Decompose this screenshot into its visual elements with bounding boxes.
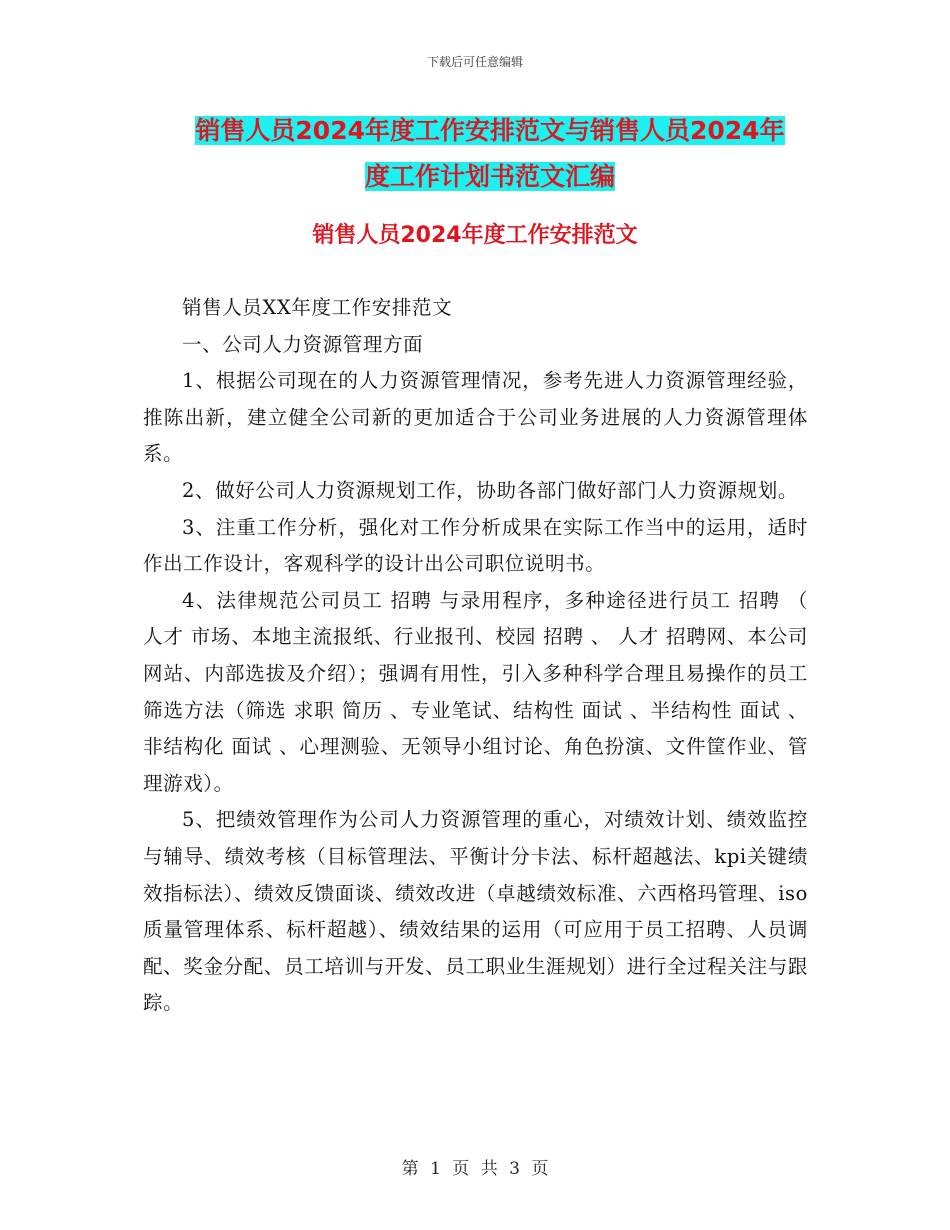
document-title-line-2: 度工作计划书范文汇编 — [364, 162, 615, 191]
paragraph-item-4: 4、法律规范公司员工 招聘 与录用程序，多种途径进行员工 招聘 （ 人才 市场、本地主流报纸、行业报刊、校园 招聘 、 人才 招聘网、本公司网站、内部选拔及介绍）；强调有用性，引入多种科学合理且易操作的员工筛选方法（筛选 求职 简历 、专业笔试、结构性 面试 、半结构性 面试 、非结构化 面试 、心理测验、无领导小组讨论、角色扮演、文件筐作业、管理游戏）。 — [143, 588, 808, 795]
document-body — [143, 290, 808, 1022]
paragraph-item-3: 3、注重工作分析，强化对工作分析成果在实际工作当中的运用，适时作出工作设计，客观科学的设计出公司职位说明书。 — [143, 515, 808, 576]
header-note: 下载后可任意编辑 — [426, 55, 523, 69]
page-footer: 第 1 页 共 3 页 — [401, 1159, 549, 1179]
paragraph-heading: 一、公司人力资源管理方面 — [182, 332, 424, 356]
paragraph-item-5: 5、把绩效管理作为公司人力资源管理的重心，对绩效计划、绩效监控与辅导、绩效考核（目标管理法、平衡计分卡法、标杆超越法、kpi关键绩效指标法）、绩效反馈面谈、绩效改进（卓越绩效标准、六西格玛管理、iso质量管理体系、标杆超越）、绩效结果的运用（可应用于员工招聘、人员调配、奖金分配、员工培训与开发、员工职业生涯规划）进行全过程关注与跟踪。 — [143, 808, 808, 1015]
paragraph-subtitle: 销售人员XX年度工作安排范文 — [182, 296, 453, 319]
paragraph-item-2: 2、做好公司人力资源规划工作，协助各部门做好部门人力资源规划。 — [182, 478, 799, 502]
paragraph-item-1: 1、根据公司现在的人力资源管理情况，参考先进人力资源管理经验，推陈出新，建立健全公司新的更加适合于公司业务进展的人力资源管理体系。 — [143, 369, 808, 466]
document-title-line-1: 销售人员2024年度工作安排范文与销售人员2024年 — [195, 116, 785, 145]
section-title: 销售人员2024年度工作安排范文 — [312, 223, 638, 248]
document-title — [150, 108, 830, 200]
